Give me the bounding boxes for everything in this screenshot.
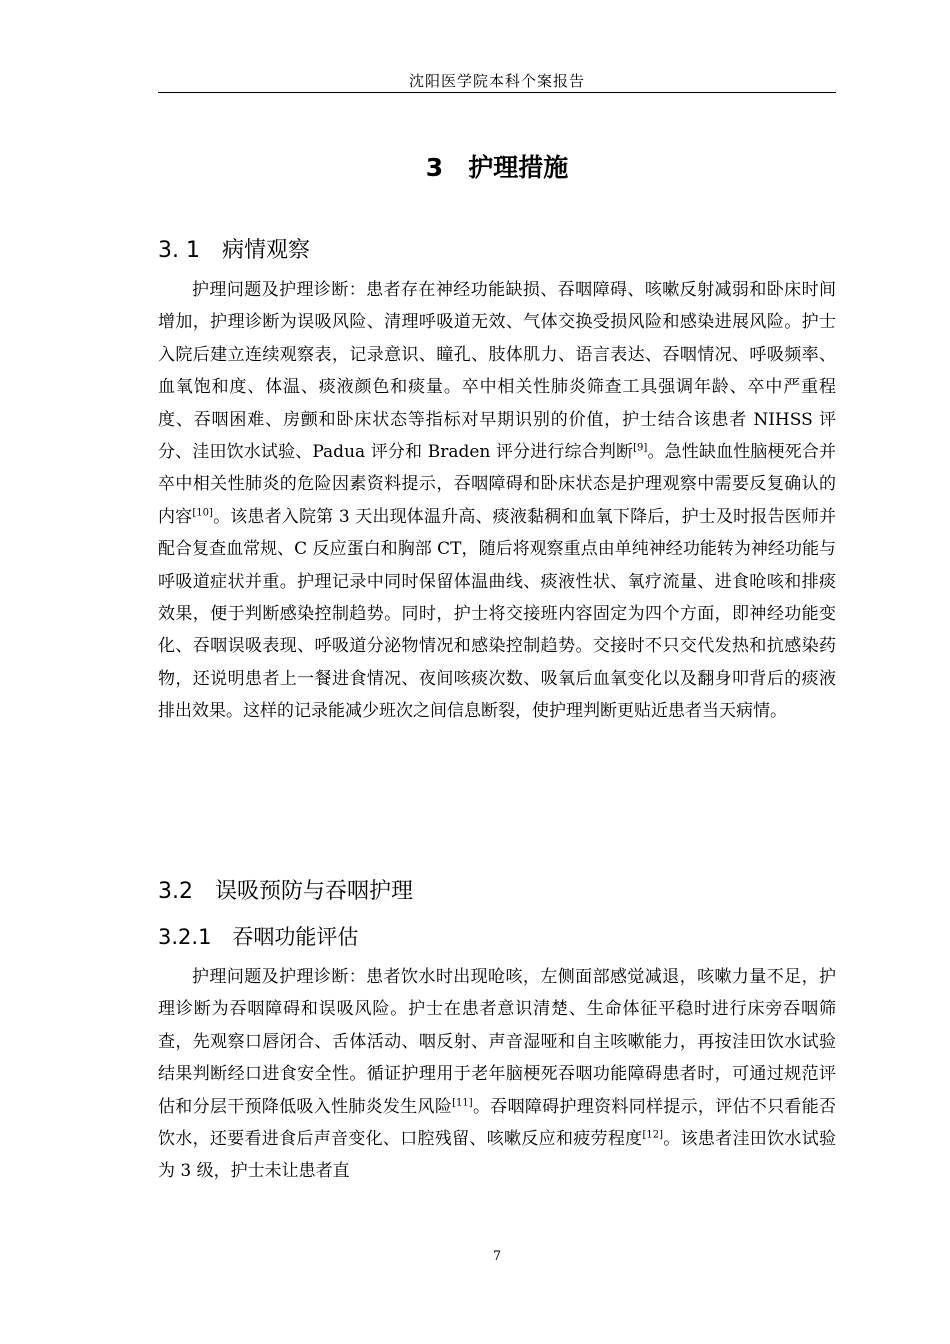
citation-ref: [12] xyxy=(642,1129,663,1141)
header-rule xyxy=(158,92,836,93)
section-heading-3-1: 3. 1 病情观察 xyxy=(158,238,310,263)
paragraph-text: 。吞咽障碍护理资料同样提示，评估不只看能否饮水，还要看进食后声音变化、口腔残留、咳嗽反应和疲劳程度 xyxy=(158,1096,837,1150)
paragraph-text: 。急性缺血性脑梗死合并卒中相关性肺炎的危险因素资料提示，吞咽障碍和卧床状态是护理观察中需要反复确认的内容 xyxy=(158,442,837,527)
citation-ref: [10] xyxy=(192,507,213,519)
paragraph-text: 护理问题及护理诊断：患者饮水时出现呛咳，左侧面部感觉减退，咳嗽力量不足，护理诊断为吞咽障碍和误吸风险。护士在患者意识清楚、生命体征平稳时进行床旁吞咽筛查，先观察口唇闭合、舌体活动、咽反射、声音湿哑和自主咳嗽能力，再按洼田饮水试验结果判断经口进食安全性。循证护理用于老年脑梗死吞咽功能障碍患者时，可通过规范评估和分层干预降低吸入性肺炎发生风险 xyxy=(158,967,836,1117)
section-3-1-paragraph xyxy=(158,274,836,728)
running-header: 沈阳医学院本科个案报告 xyxy=(408,72,585,90)
citation-ref: [11] xyxy=(452,1096,473,1108)
paragraph-text: 。该患者洼田饮水试验为 3 级，护士未让患者直 xyxy=(158,1129,837,1182)
chapter-title: 3 护理措施 xyxy=(425,153,569,182)
section-heading-3-2-1: 3.2.1 吞咽功能评估 xyxy=(158,925,359,949)
paragraph-text: 护理问题及护理诊断：患者存在神经功能缺损、吞咽障碍、咳嗽反射减弱和卧床时间增加，护理诊断为误吸风险、清理呼吸道无效、气体交换受损风险和感染进展风险。护士入院后建立连续观察表，记录意识、瞳孔、肢体肌力、语言表达、吞咽情况、呼吸频率、血氧饱和度、体温、痰液颜色和痰量。卒中相关性肺炎筛查工具强调年龄、卒中严重程度、吞咽困难、房颤和卧床状态等指标对早期识别的价值，护士结合该患者 NIHSS 评分、洼田饮水试验、Padua 评分和 Braden 评分进行综合判断 xyxy=(158,280,836,463)
section-3-2-1-paragraph xyxy=(158,961,836,1188)
section-heading-3-2: 3.2 误吸预防与吞咽护理 xyxy=(158,879,413,904)
paragraph-text: 。该患者入院第 3 天出现体温升高、痰液黏稠和血氧下降后，护士及时报告医师并配合复查血常规、C 反应蛋白和胸部 CT，随后将观察重点由单纯神经功能转为神经功能与呼吸道症状并重。护理记录中同时保留体温曲线、痰液性状、氧疗流量、进食呛咳和排痰效果，便于判断感染控制趋势。同时，护士将交接班内容固定为四个方面，即神经功能变化、吞咽误吸表现、呼吸道分泌物情况和感染控制趋势。交接时不只交代发热和抗感染药物，还说明患者上一餐进食情况、夜间咳痰次数、吸氧后血氧变化以及翻身叩背后的痰液排出效果。这样的记录能减少班次之间信息断裂，使护理判断更贴近患者当天病情。 xyxy=(158,506,837,722)
page-number: 7 xyxy=(492,1249,502,1264)
citation-ref: [9] xyxy=(633,442,648,454)
